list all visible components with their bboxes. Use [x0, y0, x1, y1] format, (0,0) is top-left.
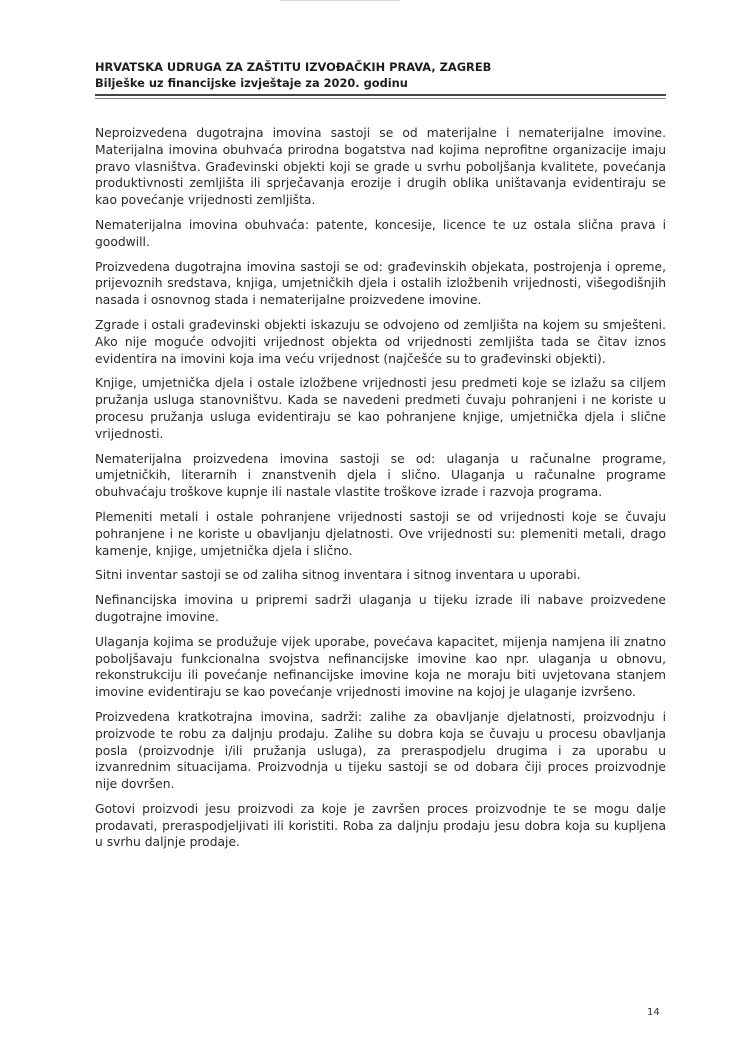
paragraph-buildings: Zgrade i ostali građevinski objekti iskazuju se odvojeno od zemljišta na kojem su smješteni. Ako nije moguće odvojiti vrijednost objekta od vrijednosti zemljišta tada se čitav iznos evidentira na imovini koja ima veću vrijednost (najčešće su to građevinski objekti).	[95, 317, 666, 366]
header-divider-thick	[95, 94, 666, 96]
paragraph-finished-goods: Gotovi proizvodi jesu proizvodi za koje je završen proces proizvodnje te se mogu dalje prodavati, preraspodjeljivati ili koristiti. Roba za daljnju prodaju jesu dobra koja su kupljena u svrhu daljnje prodaje.	[95, 801, 666, 850]
paragraph-precious-metals: Plemeniti metali i ostale pohranjene vrijednosti sastoji se od vrijednosti koje se čuvaju pohranjene i ne koriste u obavljanju djelatnosti. Ove vrijednosti su: plemeniti metali, drago kamenje, knjige, umjetnička djela i slično.	[95, 509, 666, 558]
paragraph-small-inventory: Sitni inventar sastoji se od zaliha sitnog inventara i sitnog inventara u uporabi.	[95, 568, 581, 583]
organization-title: HRVATSKA UDRUGA ZA ZAŠTITU IZVOĐAČKIH PRAVA, ZAGREB	[95, 60, 492, 74]
paragraph-assets-in-preparation: Nefinancijska imovina u pripremi sadrži ulaganja u tijeku izrade ili nabave proizvedene dugotrajne imovine.	[95, 593, 666, 624]
paragraph-current-assets: Proizvedena kratkotrajna imovina, sadrži: zalihe za obavljanje djelatnosti, proizvodnju i proizvode te robu za daljnju prodaju. Zalihe su dobra koja se čuvaju u procesu obavljanja posla (proizvodnje i/ili pružanja usluga), za preraspodjelu drugima i za uporabu u izvanrednim situacijama. Proizvodnja u tijeku sastoji se od dobara čiji proces proizvodnje nije dovršen.	[95, 709, 666, 792]
paragraph-investments: Ulaganja kojima se produžuje vijek uporabe, povećava kapacitet, mijenja namjena ili znatno poboljšavaju funkcionalna svojstva nefinancijske imovine kao npr. ulaganja u obnovu, rekonstrukciju ili povećanje nefinancijske imovine koja ne moraju biti uvjetovana stanjem imovine evidentiraju se kao povećanje vrijednosti imovine na kojoj je ulaganje izvršeno.	[95, 634, 666, 700]
paragraph-produced-fixed-assets: Proizvedena dugotrajna imovina sastoji se od: građevinskih objekata, postrojenja i opreme, prijevoznih sredstava, knjiga, umjetničkih djela i ostalih izložbenih vrijednosti, višegodišnjih nasada i osnovnog stada i nematerijalne proizvedene imovine.	[95, 259, 666, 308]
page-header	[95, 59, 665, 91]
paragraph-books-art: Knjige, umjetnička djela i ostale izložbene vrijednosti jesu predmeti koje se izlažu sa ciljem pružanja usluga stanovništvu. Kada se navedeni predmeti čuvaju pohranjeni i ne koriste u procesu pružanja usluga evidentiraju se kao pohranjene knjige, umjetnička djela i slične vrijednosti.	[95, 376, 666, 441]
document-body	[95, 125, 666, 859]
document-subtitle: Bilješke uz financijske izvještaje za 2020. godinu	[95, 76, 408, 90]
scan-edge-mark	[280, 0, 400, 1]
header-divider-thin	[95, 98, 666, 99]
page-number: 14	[647, 1007, 660, 1018]
paragraph-non-produced-assets: Neproizvedena dugotrajna imovina sastoji se od materijalne i nematerijalne imovine. Materijalna imovina obuhvaća prirodna bogatstva nad kojima neprofitne organizacije imaju pravo vlasništva. Građevinski objekti koji se grade u svrhu poboljšanja kvalitete, povećanja produktivnosti zemljišta ili sprječavanja erozije i drugih oblika uništavanja evidentiraju se kao povećanje vrijednosti zemljišta.	[95, 126, 666, 208]
paragraph-intangible-produced: Nematerijalna proizvedena imovina sastoji se od: ulaganja u računalne programe, umjetničkih, literarnih i znanstvenih djela i slično. Ulaganja u računalne programe obuhvaćaju troškove kupnje ili nastale vlastite troškove izrade i razvoja programa.	[95, 451, 666, 500]
paragraph-intangible-assets: Nematerijalna imovina obuhvaća: patente, koncesije, licence te uz ostala slična prava i goodwill.	[95, 217, 666, 249]
